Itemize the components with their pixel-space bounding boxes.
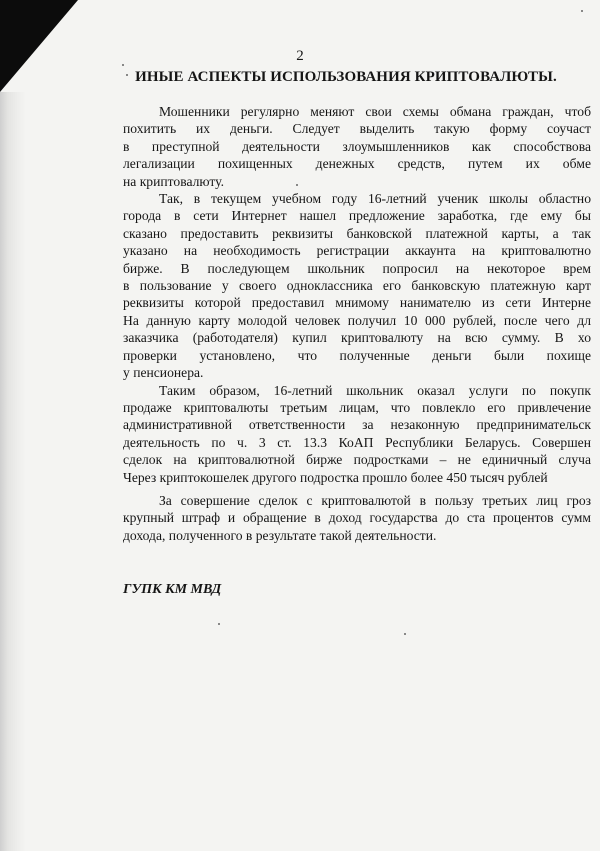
text-line: реквизиты которой предоставил мнимому нанимателю из сети Интерне [123, 295, 591, 311]
text-line: в преступной деятельности злоумышленников как способствова [123, 138, 591, 154]
text-line: на криптовалюту. [123, 173, 224, 189]
text-line: бирже. В последующем школьник попросил на некоторое врем [123, 260, 591, 276]
text-line: На данную карту молодой человек получил 10 000 рублей, после чего дл [123, 312, 591, 328]
text-line: деятельность по ч. 3 ст. 13.3 КоАП Республики Беларусь. Совершен [123, 434, 591, 450]
text-line: сделок на криптовалютной бирже подростками – не единичный случа [123, 452, 591, 468]
scan-left-edge-shadow [0, 92, 26, 851]
text-line: Мошенники регулярно меняют свои схемы обмана граждан, чтоб [159, 104, 591, 119]
text-line: указано на необходимость регистрации аккаунта на криптовалютно [123, 243, 591, 259]
text-line: проверки установлено, что полученные деньги были похище [123, 347, 591, 363]
signature: ГУПК КМ МВД [123, 582, 222, 597]
text-line: дохода, полученного в результате такой деятельности. [123, 527, 437, 543]
text-line: Так, в текущем учебном году 16-летний ученик школы областно [159, 191, 591, 207]
scan-speck [581, 10, 583, 12]
text-line: легализации похищенных денежных средств, путем их обме [123, 156, 591, 172]
text-line: города в сети Интернет нашел предложение заработка, где ему бы [123, 208, 591, 224]
document-body [123, 103, 591, 583]
text-line: продаже криптовалюты третьим лицам, что повлекло его привлечение [123, 399, 591, 415]
text-line: административной ответственности за незаконную предпринимательск [123, 417, 591, 433]
text-line: в пользование у своего одноклассника его банковскую платежную карт [123, 278, 591, 294]
text-line: заказчика (работодателя) купил криптовалюту на всю сумму. В хо [123, 330, 591, 346]
text-line: За совершение сделок с криптовалютой в пользу третьих лиц гроз [159, 492, 591, 508]
text-line: у пенсионера. [123, 365, 204, 381]
scan-speck [218, 623, 220, 625]
scan-dark-corner [0, 0, 78, 92]
text-line: сказано предоставить реквизиты банковской платежной карты, а так [123, 225, 591, 241]
text-line: похитить их деньги. Следует выделить такую форму соучаст [123, 121, 591, 137]
scan-speck [404, 633, 406, 635]
paragraph-3 [123, 382, 591, 486]
text-line: крупный штраф и обращение в доход государства до ста процентов сумм [123, 510, 591, 526]
paragraph-1 [123, 103, 591, 190]
page-number: 2 [296, 48, 304, 64]
document-title: ИНЫЕ АСПЕКТЫ ИСПОЛЬЗОВАНИЯ КРИПТОВАЛЮТЫ. [135, 69, 557, 85]
paragraph-4 [123, 492, 591, 544]
text-line: Таким образом, 16-летний школьник оказал услуги по покупк [159, 382, 591, 398]
text-line: Через криптокошелек другого подростка прошло более 450 тысяч рублей [123, 469, 548, 485]
paragraph-2 [123, 190, 591, 381]
